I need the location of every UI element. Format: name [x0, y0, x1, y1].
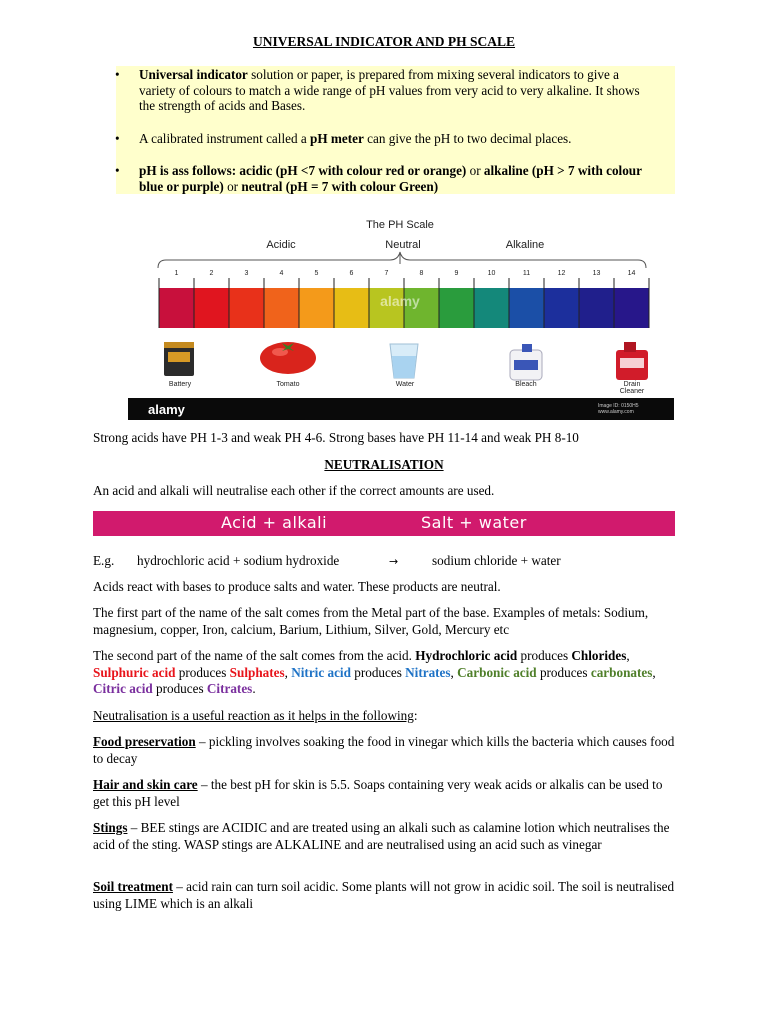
ph-number-13: 13: [592, 270, 601, 277]
sulphuric-acid: Sulphuric acid: [93, 664, 176, 680]
bullet-text: A calibrated instrument called a: [139, 131, 311, 146]
alamy-image-id: Image ID: 0150H5 www.alamy.com: [598, 403, 639, 415]
bullet-icon: •: [115, 131, 120, 146]
bold-term: neutral (pH = 7 with colour Green): [241, 178, 439, 194]
tomato-icon: [260, 342, 316, 374]
bold-term: alkaline (pH > 7 with colour blue or purple): [139, 163, 642, 194]
alamy-logo: alamy: [148, 402, 185, 417]
bullet-text: or: [466, 163, 484, 178]
bold-term: pH meter: [310, 131, 364, 146]
bullet-icon: •: [115, 67, 120, 82]
item-label-tomato: Tomato: [276, 381, 300, 388]
battery-icon: [164, 342, 194, 376]
use-text: – BEE stings are ACIDIC and are treated using an alkali such as calamine lotion which neutralises the acid of the sting. WASP stings are ALKALINE and are neutralised using an acid such as vinegar: [93, 820, 670, 852]
produces-word: produces: [175, 664, 230, 680]
use-stings: [93, 820, 675, 853]
alkaline-label: Alkaline: [505, 239, 545, 251]
example-products: sodium chloride + water: [432, 553, 561, 568]
use-text: – the best pH for skin is 5.5. Soaps containing very weak acids or alkalis can be used to get this pH level: [93, 777, 663, 809]
ph-segment-2: [194, 288, 230, 328]
ph-segment-12: [544, 288, 580, 328]
bullet-text: or: [223, 178, 242, 194]
first-part-text: The first part of the name of the salt comes from the Metal part of the base. Examples of metals: Sodium, magnesium, copper, Iron, calcium, Barium, Lithium, Silver, Gold, Mercury etc: [93, 605, 649, 637]
ph-segment-3: [229, 288, 265, 328]
nitrates: Nitrates: [405, 664, 451, 680]
bullet-icon: •: [115, 163, 120, 178]
chlorides: Chlorides: [571, 648, 627, 663]
ph-number-1: 1: [174, 270, 179, 277]
arrow-icon: →: [389, 555, 399, 568]
bullet-text: can give the pH to two decimal places.: [363, 131, 572, 146]
strong-weak-text: Strong acids have PH 1-3 and weak PH 4-6. Strong bases have PH 11-14 and weak PH 8-10: [93, 430, 579, 445]
ph-number-12: 12: [557, 270, 566, 277]
alamy-footer-bar: [128, 398, 674, 420]
ph-number-9: 9: [454, 270, 459, 277]
second-part-intro: The second part of the name of the salt comes from the acid.: [93, 648, 416, 663]
ph-scale-image: [128, 212, 674, 420]
ph-number-6: 6: [349, 270, 354, 277]
ph-segment-10: [474, 288, 510, 328]
second-part-text: The second part of the name of the salt comes from the acid. Hydrochloric acid produces Chlorides, Sulphuric acid produces Sulphates, Nitric acid produces Nitrates, Carbonic acid produces carbonates, Citric acid produces Citrates.: [93, 648, 656, 696]
acidic-label: Acidic: [266, 239, 296, 251]
useful-heading-text: Neutralisation is a useful reaction as it helps in the following: [93, 708, 414, 723]
ph-number-7: 7: [384, 270, 389, 277]
citrates: Citrates: [206, 681, 253, 696]
bold-term: pH is ass follows: acidic (pH <7 with colour red or orange): [139, 163, 467, 178]
acids-react-text: Acids react with bases to produce salts and water. These products are neutral.: [93, 579, 501, 594]
banner-left: Acid + alkali: [221, 513, 328, 532]
use-hair: [93, 777, 675, 810]
produces-word: produces: [152, 681, 207, 696]
use-term: Hair and skin care: [93, 777, 198, 792]
watermark: alamy: [380, 293, 420, 309]
use-soil: [93, 879, 675, 912]
neutral-label: Neutral: [385, 239, 421, 251]
ph-segment-4: [264, 288, 300, 328]
use-food: [93, 734, 675, 767]
ph-segment-9: [439, 288, 475, 328]
carbonic-acid: Carbonic acid: [457, 664, 537, 680]
ph-segment-1: [159, 288, 195, 328]
produces-word: produces: [350, 664, 406, 680]
ph-segment-14: [614, 288, 650, 328]
equation-banner: [93, 511, 675, 536]
page-title: UNIVERSAL INDICATOR AND PH SCALE: [252, 34, 516, 49]
produces-word: produces: [536, 664, 591, 680]
item-label-water: Water: [395, 381, 415, 388]
use-term: Stings: [93, 820, 128, 835]
example-line: [93, 553, 675, 570]
ph-number-11: 11: [522, 270, 531, 277]
item-label-battery: Battery: [168, 381, 192, 388]
example-reactants: hydrochloric acid + sodium hydroxide: [137, 553, 340, 568]
eg-label: E.g.: [93, 553, 115, 568]
ph-number-5: 5: [314, 270, 319, 277]
use-term: Soil treatment: [93, 879, 173, 894]
ph-number-4: 4: [279, 270, 284, 277]
water-glass-icon: [390, 344, 418, 378]
citric-acid: Citric acid: [93, 681, 153, 696]
ph-segment-6: [334, 288, 370, 328]
ph-number-2: 2: [209, 270, 214, 277]
bullet-text: solution or paper, is prepared from mixing several indicators to give a variety of colours to match a wide range of pH values from very acid to very alkaline. It shows the strength of acids and Bases.: [139, 67, 640, 114]
ph-segment-11: [509, 288, 545, 328]
ph-segment-13: [579, 288, 615, 328]
neutral-intro: An acid and alkali will neutralise each other if the correct amounts are used.: [93, 483, 495, 498]
produces-word: produces: [517, 648, 572, 663]
useful-heading: Neutralisation is a useful reaction as it helps in the following:: [93, 708, 418, 723]
ph-number-10: 10: [487, 270, 496, 277]
nitric-acid: Nitric acid: [291, 664, 351, 680]
banner-right: Salt + water: [421, 513, 527, 532]
sulphates: Sulphates: [229, 664, 285, 680]
ph-scale-heading: The PH Scale: [366, 219, 434, 231]
use-text: – pickling involves soaking the food in vinegar which kills the bacteria which causes food to decay: [93, 734, 675, 766]
use-text: – acid rain can turn soil acidic. Some plants will not grow in acidic soil. The soil is neutralised using LIME which is an alkali: [93, 879, 675, 911]
item-label-bleach: Bleach: [515, 381, 537, 388]
ph-number-14: 14: [627, 270, 636, 277]
bold-term: Universal indicator: [139, 67, 248, 82]
ph-segment-5: [299, 288, 335, 328]
item-label-drain: Drain Cleaner: [619, 381, 645, 395]
use-term: Food preservation: [93, 734, 196, 749]
neutralisation-heading: NEUTRALISATION: [324, 457, 444, 472]
hydrochloric-acid: Hydrochloric acid: [415, 648, 518, 663]
ph-number-8: 8: [419, 270, 424, 277]
carbonates: carbonates: [590, 664, 653, 680]
ph-number-3: 3: [244, 270, 249, 277]
